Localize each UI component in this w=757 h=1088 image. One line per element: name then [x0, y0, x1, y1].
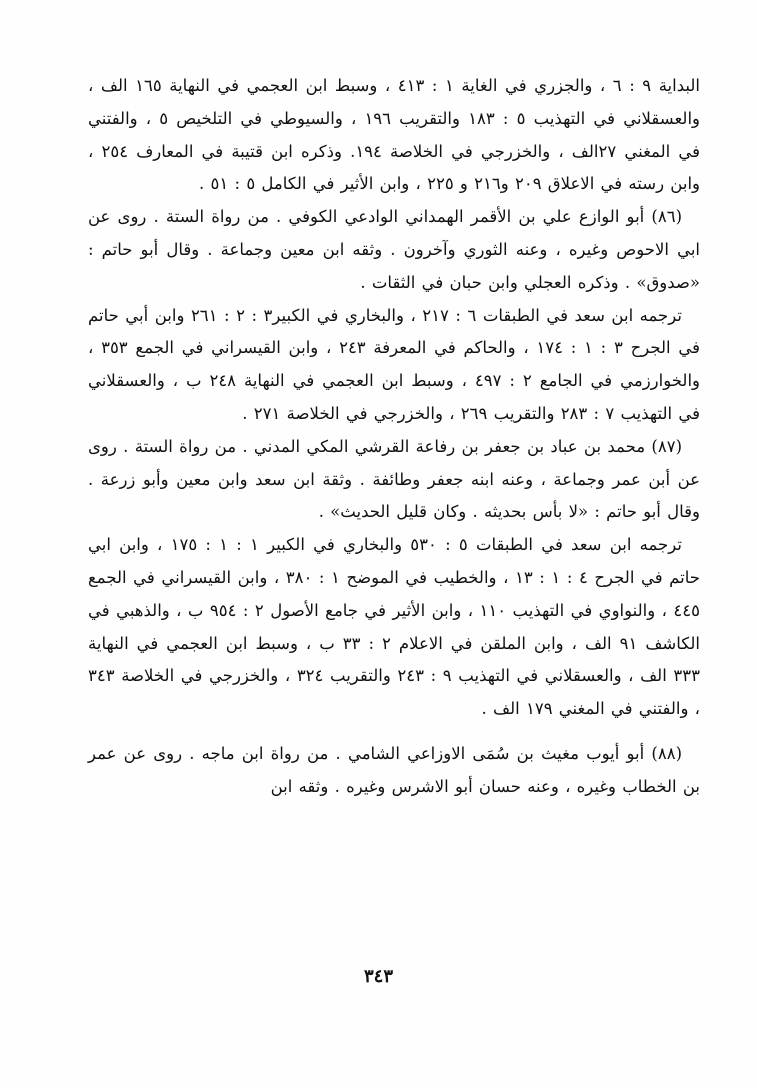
paragraph-citations-85: البداية ٩ : ٦ ، والجزري في الغاية ١ : ٤١٣ ، وسبط ابن العجمي في النهاية ١٦٥ الف ، والعسقلاني في التهذيب ٥ : ١٨٣ والتقريب ١٩٦ ، والسيوطي في التلخيص ٥ ، والفتني في المغني ٢٧الف ، والخزرجي في الخلاصة ١٩٤. وذكره ابن قتيبة في المعارف ٢٥٤ ، وابن رسته في الاعلاق ٢٠٩ و٢١٦ و ٢٢٥ ، وابن الأثير في الكامل ٥ : ٥١ . [88, 76, 700, 194]
page-number: ٣٤٣ [363, 966, 393, 987]
paragraph-citations-86: ترجمه ابن سعد في الطبقات ٦ : ٢١٧ ، والبخاري في الكبير٣ : ٢ : ٢٦١ وابن أبي حاتم في الجرح ٣ : ١ : ١٧٤ ، والحاكم في المعرفة ٢٤٣ ، وابن القيسراني في الجمع ٣٥٣ ، والخوارزمي في الجامع ٢ : ٤٩٧ ، وسبط ابن العجمي في النهاية ٢٤٨ ب ، والعسقلاني في التهذيب ٧ : ٢٨٣ والتقريب ٢٦٩ ، والخزرجي في الخلاصة ٢٧١ . [88, 305, 700, 423]
paragraph-entry-86: (٨٦) أبو الوازع علي بن الأقمر الهمداني الوادعي الكوفي . من رواة الستة . روى عن ابي الاحوص وغيره ، وعنه الثوري وآخرون . وثقه ابن معين وجماعة . وقال أبو حاتم : «صدوق» . وذكره العجلي وابن حبان في الثقات . [88, 207, 700, 292]
paragraph-citations-87: ترجمه ابن سعد في الطبقات ٥ : ٥٣٠ والبخاري في الكبير ١ : ١ : ١٧٥ ، وابن ابي حاتم في الجرح ٤ : ١ : ١٣ ، والخطيب في الموضح ١ : ٣٨٠ ، وابن القيسراني في الجمع ٤٤٥ ، والنواوي في التهذيب ١١٠ ، وابن الأثير في جامع الأصول ٢ : ٩٥٤ ب ، والذهبي في الكاشف ٩١ الف ، وابن الملقن في الاعلام ٢ : ٣٣ ب ، وسبط ابن العجمي في النهاية ٣٣٣ الف ، والعسقلاني في التهذيب ٩ : ٢٤٣ والتقريب ٣٢٤ ، والخزرجي في الخلاصة ٣٤٣ ، والفتني في المغني ١٧٩ الف . [88, 535, 701, 719]
paragraph-entry-88: (٨٨) أبو أيوب مغيث بن سُمَى الاوزاعي الشامي . من رواة ابن ماجه . روى عن عمر بن الخطاب وغيره ، وعنه حسان أبو الاشرس وغيره . وثقه ابن [88, 743, 700, 796]
page-body [88, 70, 700, 804]
paragraph-entry-87: (٨٧) محمد بن عباد بن جعفر بن رفاعة القرشي المكي المدني . من رواة الستة . روى عن أبن عمر وجماعة ، وعنه ابنه جعفر وطائفة . وثقة ابن سعد وابن معين وأبو زرعة . وقال أبو حاتم : «لا بأس بحديثه . وكان قليل الحديث» . [88, 436, 700, 522]
